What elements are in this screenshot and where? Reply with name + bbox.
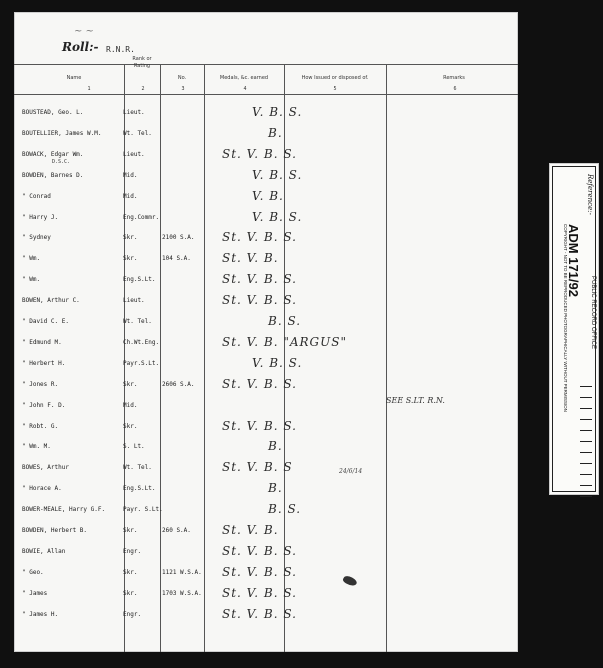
number-cell: 1121 W.S.A.: [162, 569, 202, 576]
medals-cell: St. V. B. S.: [222, 419, 297, 433]
table-row: [14, 358, 518, 378]
roll-value: R.N.R.: [106, 45, 135, 54]
rank-cell: Skr.: [123, 590, 138, 597]
medals-cell: St. V. B. S.: [222, 293, 297, 307]
roll-label: Roll:-: [62, 40, 99, 54]
header-disposal: How Issued or disposed of.: [301, 75, 369, 81]
rank-cell: Lieut.: [123, 297, 145, 304]
rank-cell: Eng.Commr.: [123, 214, 160, 221]
header-number-label: 4: [243, 86, 247, 92]
table-row: [14, 232, 518, 252]
slip-office-title: PUBLIC RECORD OFFICE: [590, 276, 596, 350]
medals-cell: B. S.: [268, 502, 302, 516]
rank-cell: Skr.: [123, 381, 138, 388]
rank-cell: Payr. S.Lt.: [123, 506, 163, 513]
table-row: [14, 191, 518, 211]
table-row: [14, 567, 518, 587]
rank-cell: Eng.S.Lt.: [123, 276, 156, 283]
table-row: [14, 170, 518, 190]
table-row: [14, 588, 518, 608]
name-cell: " Wm. M.: [22, 443, 51, 450]
rank-cell: Eng.S.Lt.: [123, 485, 156, 492]
rank-cell: Wt. Tel.: [123, 318, 152, 325]
medals-cell: St. V. B. S.: [222, 607, 297, 621]
name-cell: BOWDEN, Herbert B.: [22, 527, 88, 534]
table-row: [14, 212, 518, 232]
rank-cell: Ch.Wt.Eng.: [123, 339, 160, 346]
table-row: [14, 483, 518, 503]
name-cell: " Horace A.: [22, 485, 62, 492]
rank-cell: Skr.: [123, 255, 138, 262]
name-cell: BOWEN, Arthur C.: [22, 297, 80, 304]
medals-cell: St. V. B. S.: [222, 544, 297, 558]
name-cell: " Wm.: [22, 276, 41, 283]
rank-cell: Mid.: [123, 402, 138, 409]
rank-cell: Engr.: [123, 611, 142, 618]
rank-cell: Mid.: [123, 172, 138, 179]
medals-cell: St. V. B. S.: [222, 147, 297, 161]
table-row: [14, 274, 518, 294]
record-office-slip: [549, 163, 599, 495]
name-cell: BOUTELLIER, James W.M.: [22, 130, 102, 137]
slip-reference: ADM 171/92: [566, 224, 581, 297]
medals-cell: St. V. B. S.: [222, 586, 297, 600]
name-cell: BOWDEN, Barnes D.: [22, 172, 84, 179]
name-cell: " Sydney: [22, 234, 51, 241]
name-cell: BOWIE, Allan: [22, 548, 66, 555]
rank-cell: Payr.S.Lt.: [123, 360, 160, 367]
name-cell: " David C. E.: [22, 318, 69, 325]
medals-cell: V. B.: [252, 189, 284, 203]
medals-cell: St. V. B. S.: [222, 230, 297, 244]
header-rank: Rank or Rating: [132, 56, 152, 69]
medals-cell: B. S.: [268, 314, 302, 328]
table-row: [14, 504, 518, 524]
header-number-label: 3: [181, 86, 185, 92]
corner-annotation: ~ ~: [74, 26, 94, 37]
rank-cell: Mid.: [123, 193, 138, 200]
medals-cell: B.: [268, 439, 283, 453]
medals-cell: B.: [268, 481, 283, 495]
number-cell: 2606 S.A.: [162, 381, 195, 388]
remark-john-f-d: SEE S.LT. R.N.: [386, 396, 445, 405]
name-cell: " Conrad: [22, 193, 51, 200]
table-row: [14, 295, 518, 315]
name-cell: BOWES, Arthur: [22, 464, 69, 471]
medals-cell: V. B. S.: [252, 168, 303, 182]
name-cell: BOWER-MEALE, Harry G.F.: [22, 506, 106, 513]
name-cell: " Geo.: [22, 569, 44, 576]
name-cell: " John F. D.: [22, 402, 66, 409]
name-subtitle: D.S.C.: [52, 159, 71, 165]
header-bottom-border: [14, 94, 518, 95]
header-number-label: 6: [453, 86, 457, 92]
table-row: [14, 128, 518, 148]
medals-cell: V. B. S.: [252, 356, 303, 370]
table-row: [14, 421, 518, 441]
name-cell: " Edmund M.: [22, 339, 62, 346]
header-number-label: 1: [87, 86, 91, 92]
table-row: [14, 107, 518, 127]
table-row: [14, 609, 518, 629]
table-row: [14, 525, 518, 545]
rank-cell: Lieut.: [123, 109, 145, 116]
note-bowes: 24/6/14: [339, 468, 363, 475]
name-cell: " James H.: [22, 611, 59, 618]
name-cell: BOWACK, Edgar Wm.: [22, 151, 84, 158]
header-number-label: 5: [333, 86, 337, 92]
scale-ruler: [580, 386, 592, 496]
medals-cell: B.: [268, 126, 283, 140]
medals-cell: St. V. B. S.: [222, 565, 297, 579]
medals-cell: V. B. S.: [252, 210, 303, 224]
number-cell: 1703 W.S.A.: [162, 590, 202, 597]
rank-cell: Wt. Tel.: [123, 130, 152, 137]
name-cell: " Herbert H.: [22, 360, 66, 367]
medals-cell: V. B. S.: [252, 105, 303, 119]
rank-cell: Engr.: [123, 548, 142, 555]
table-row: [14, 149, 518, 169]
rank-cell: Wt. Tel.: [123, 464, 152, 471]
rank-cell: Skr.: [123, 527, 138, 534]
table-row: [14, 316, 518, 336]
name-cell: " Harry J.: [22, 214, 59, 221]
number-cell: 260 S.A.: [162, 527, 191, 534]
number-cell: 2100 S.A.: [162, 234, 195, 241]
medals-cell: St. V. B.: [222, 523, 279, 537]
rank-cell: Skr.: [123, 234, 138, 241]
rank-cell: Skr.: [123, 569, 138, 576]
rank-cell: Skr.: [123, 423, 138, 430]
rank-cell: Lieut.: [123, 151, 145, 158]
table-row: [14, 253, 518, 273]
slip-copyright: COPYRIGHT - NOT TO BE REPRODUCED PHOTOGRAPHICALLY WITHOUT PERMISSION: [563, 224, 568, 412]
table-row: [14, 462, 518, 482]
name-cell: " Wm.: [22, 255, 41, 262]
name-cell: BOUSTEAD, Geo. L.: [22, 109, 84, 116]
medals-cell: St. V. B. S.: [222, 377, 297, 391]
name-cell: " James: [22, 590, 48, 597]
table-row: [14, 546, 518, 566]
table-top-border: [14, 64, 518, 65]
header-name: Name: [66, 75, 82, 81]
medals-cell: St. V. B. "ARGUS": [222, 335, 347, 349]
number-cell: 104 S.A.: [162, 255, 191, 262]
name-cell: " Jones R.: [22, 381, 59, 388]
medals-cell: St. V. B. S: [222, 460, 293, 474]
table-row: [14, 441, 518, 461]
name-cell: " Robt. G.: [22, 423, 59, 430]
document-page: [14, 12, 518, 652]
table-row: [14, 337, 518, 357]
header-number-label: 2: [141, 86, 145, 92]
header-medals: Medals, &c. earned: [219, 75, 269, 81]
rank-cell: S. Lt.: [123, 443, 145, 450]
medals-cell: St. V. B.: [222, 251, 279, 265]
slip-reference-label: Reference:-: [586, 174, 594, 215]
header-remarks: Remarks: [443, 75, 465, 81]
medals-cell: St. V. B. S.: [222, 272, 297, 286]
header-number: No.: [177, 75, 187, 81]
